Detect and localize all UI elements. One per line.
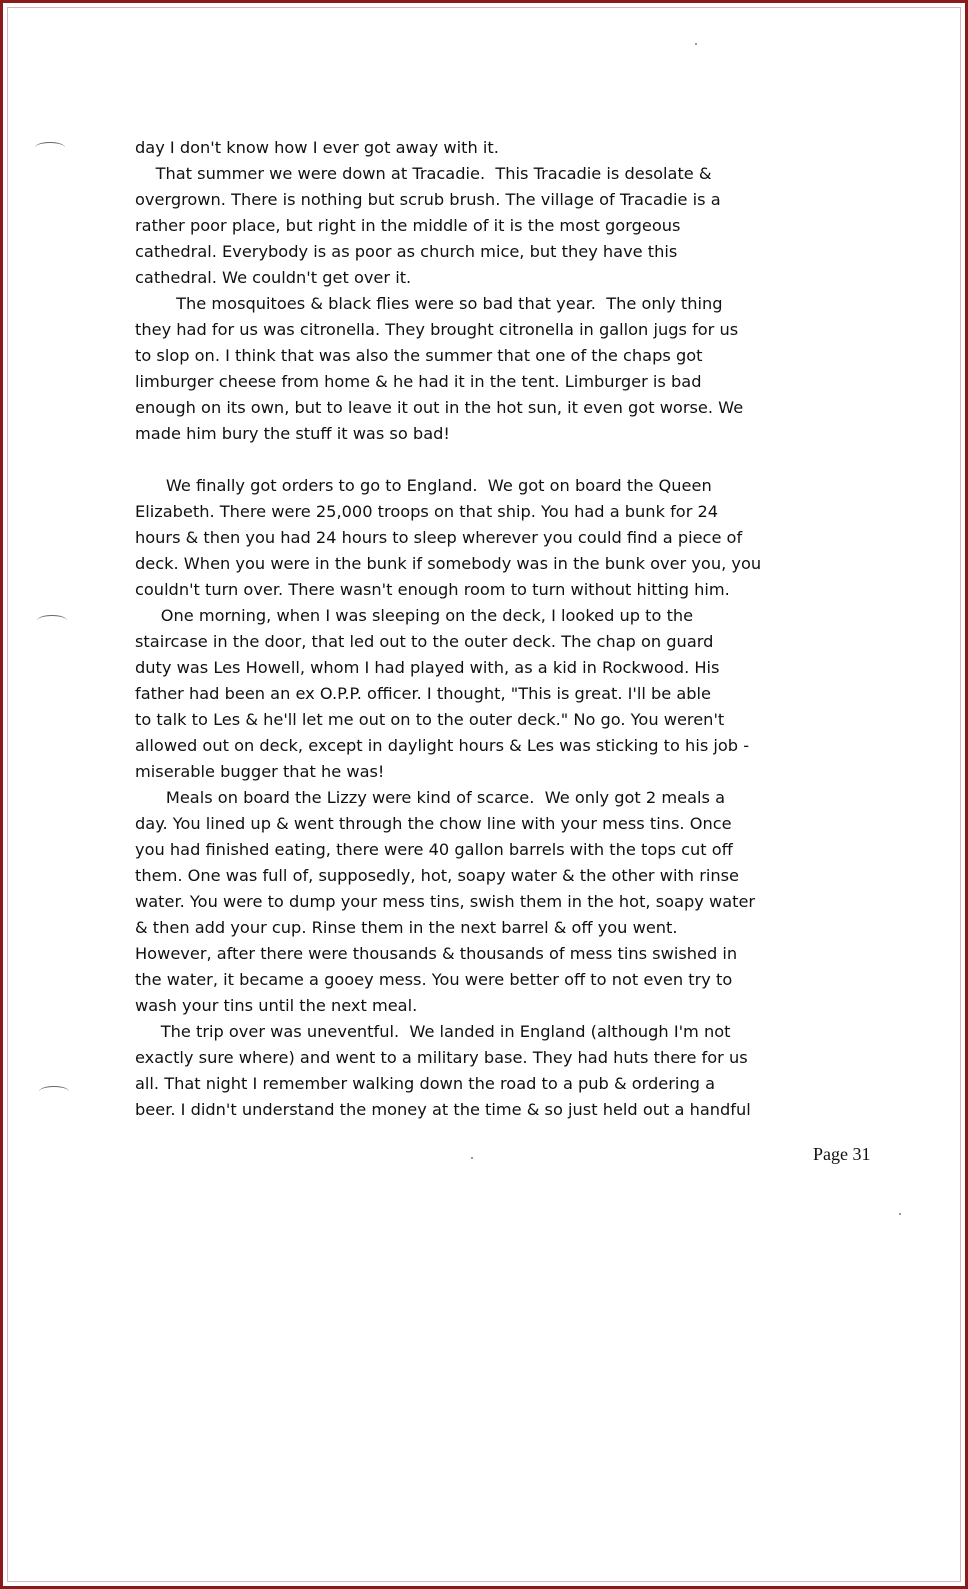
text-line: The trip over was uneventful. We landed in England (although I'm not <box>135 1022 731 1041</box>
hole-punch-mark-top <box>35 142 65 153</box>
scan-speck <box>695 43 697 45</box>
text-line: That summer we were down at Tracadie. This Tracadie is desolate & <box>135 164 712 183</box>
text-line: all. That night I remember walking down the road to a pub & ordering a <box>135 1074 715 1093</box>
text-line: cathedral. Everybody is as poor as church mice, but they have this <box>135 242 678 261</box>
text-line: they had for us was citronella. They brought citronella in gallon jugs for us <box>135 320 739 339</box>
text-line: We finally got orders to go to England. We got on board the Queen <box>135 476 712 495</box>
text-line: allowed out on deck, except in daylight hours & Les was sticking to his job - <box>135 736 750 755</box>
text-line: rather poor place, but right in the middle of it is the most gorgeous <box>135 216 681 235</box>
text-line: & then add your cup. Rinse them in the next barrel & off you went. <box>135 918 678 937</box>
text-line: the water, it became a gooey mess. You were better off to not even try to <box>135 970 733 989</box>
text-line: One morning, when I was sleeping on the deck, I looked up to the <box>135 606 694 625</box>
text-line: duty was Les Howell, whom I had played with, as a kid in Rockwood. His <box>135 658 720 677</box>
text-line: day. You lined up & went through the chow line with your mess tins. Once <box>135 814 732 833</box>
text-line: to talk to Les & he'll let me out on to the outer deck." No go. You weren't <box>135 710 725 729</box>
text-line: limburger cheese from home & he had it in the tent. Limburger is bad <box>135 372 702 391</box>
body-text <box>135 135 825 1123</box>
text-line: staircase in the door, that led out to the outer deck. The chap on guard <box>135 632 714 651</box>
text-line: made him bury the stuff it was so bad! <box>135 424 450 443</box>
text-line: beer. I didn't understand the money at the time & so just held out a handful <box>135 1100 751 1119</box>
text-line: father had been an ex O.P.P. officer. I thought, "This is great. I'll be able <box>135 684 712 703</box>
text-line: cathedral. We couldn't get over it. <box>135 268 412 287</box>
text-line: hours & then you had 24 hours to sleep wherever you could find a piece of <box>135 528 743 547</box>
hole-punch-mark-bottom <box>39 1086 69 1097</box>
scan-speck <box>471 1157 473 1159</box>
text-line: Elizabeth. There were 25,000 troops on that ship. You had a bunk for 24 <box>135 502 719 521</box>
text-line: exactly sure where) and went to a military base. They had huts there for us <box>135 1048 748 1067</box>
hole-punch-mark-middle <box>37 615 67 626</box>
text-line: them. One was full of, supposedly, hot, soapy water & the other with rinse <box>135 866 740 885</box>
text-line: water. You were to dump your mess tins, swish them in the hot, soapy water <box>135 892 756 911</box>
text-line: overgrown. There is nothing but scrub brush. The village of Tracadie is a <box>135 190 721 209</box>
text-line: Meals on board the Lizzy were kind of scarce. We only got 2 meals a <box>135 788 725 807</box>
text-line: day I don't know how I ever got away with it. <box>135 138 499 157</box>
text-line: The mosquitoes & black flies were so bad that year. The only thing <box>135 294 723 313</box>
page-number: Page 31 <box>813 1144 871 1164</box>
text-line: wash your tins until the next meal. <box>135 996 418 1015</box>
text-line: enough on its own, but to leave it out in the hot sun, it even got worse. We <box>135 398 744 417</box>
text-line: deck. When you were in the bunk if somebody was in the bunk over you, you <box>135 554 762 573</box>
text-line: miserable bugger that he was! <box>135 762 385 781</box>
text-line: couldn't turn over. There wasn't enough room to turn without hitting him. <box>135 580 730 599</box>
text-line: to slop on. I think that was also the summer that one of the chaps got <box>135 346 703 365</box>
text-line: However, after there were thousands & thousands of mess tins swished in <box>135 944 738 963</box>
paragraph-gap <box>135 447 825 473</box>
text-line: you had finished eating, there were 40 gallon barrels with the tops cut off <box>135 840 733 859</box>
scan-speck <box>899 1213 901 1215</box>
